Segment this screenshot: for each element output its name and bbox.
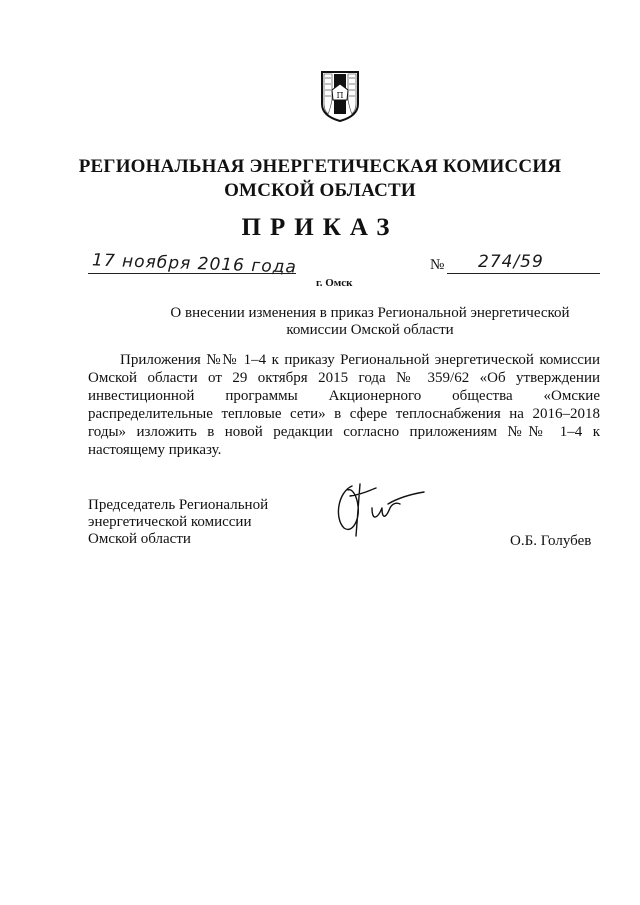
signer-position-line2: энергетической комиссии bbox=[88, 514, 252, 530]
coat-of-arms-icon bbox=[320, 70, 360, 122]
document-title: ПРИКАЗ bbox=[241, 214, 399, 241]
document-date: 17 ноября 2016 года bbox=[91, 250, 298, 278]
signer-name: О.Б. Голубев bbox=[510, 533, 592, 549]
number-underline bbox=[447, 273, 600, 274]
document-subject bbox=[160, 305, 580, 339]
subject-line1: О внесении изменения в приказ Региональной энергетической bbox=[170, 305, 570, 321]
subject-line2: комиссии Омской области bbox=[286, 322, 454, 338]
organization-name-line1: РЕГИОНАЛЬНАЯ ЭНЕРГЕТИЧЕСКАЯ КОМИССИЯ bbox=[78, 156, 562, 177]
svg-text:П: П bbox=[336, 91, 344, 100]
signer-position-line3: Омской области bbox=[88, 531, 191, 547]
date-underline bbox=[88, 273, 296, 274]
document-city: г. Омск bbox=[316, 277, 353, 289]
body-paragraph: Приложения №№ 1–4 к приказу Региональной энергетической комиссии Омской области от 29 октября 2015 года № 359/62 «Об утверждении инвестиционной программы Акционерного общества «Омские распределительные тепловые сети» в сфере теплоснабжения на 2016–2018 годы» изложить в новой редакции согласно приложениям №№ 1–4 к настоящему приказу. bbox=[88, 352, 600, 458]
organization-name-line2: ОМСКОЙ ОБЛАСТИ bbox=[224, 180, 416, 201]
document-number: 274/59 bbox=[478, 252, 544, 272]
signer-position-line1: Председатель Региональной bbox=[88, 497, 269, 513]
number-label: № bbox=[430, 257, 445, 273]
signer-position bbox=[88, 497, 268, 548]
handwritten-signature bbox=[330, 478, 426, 540]
